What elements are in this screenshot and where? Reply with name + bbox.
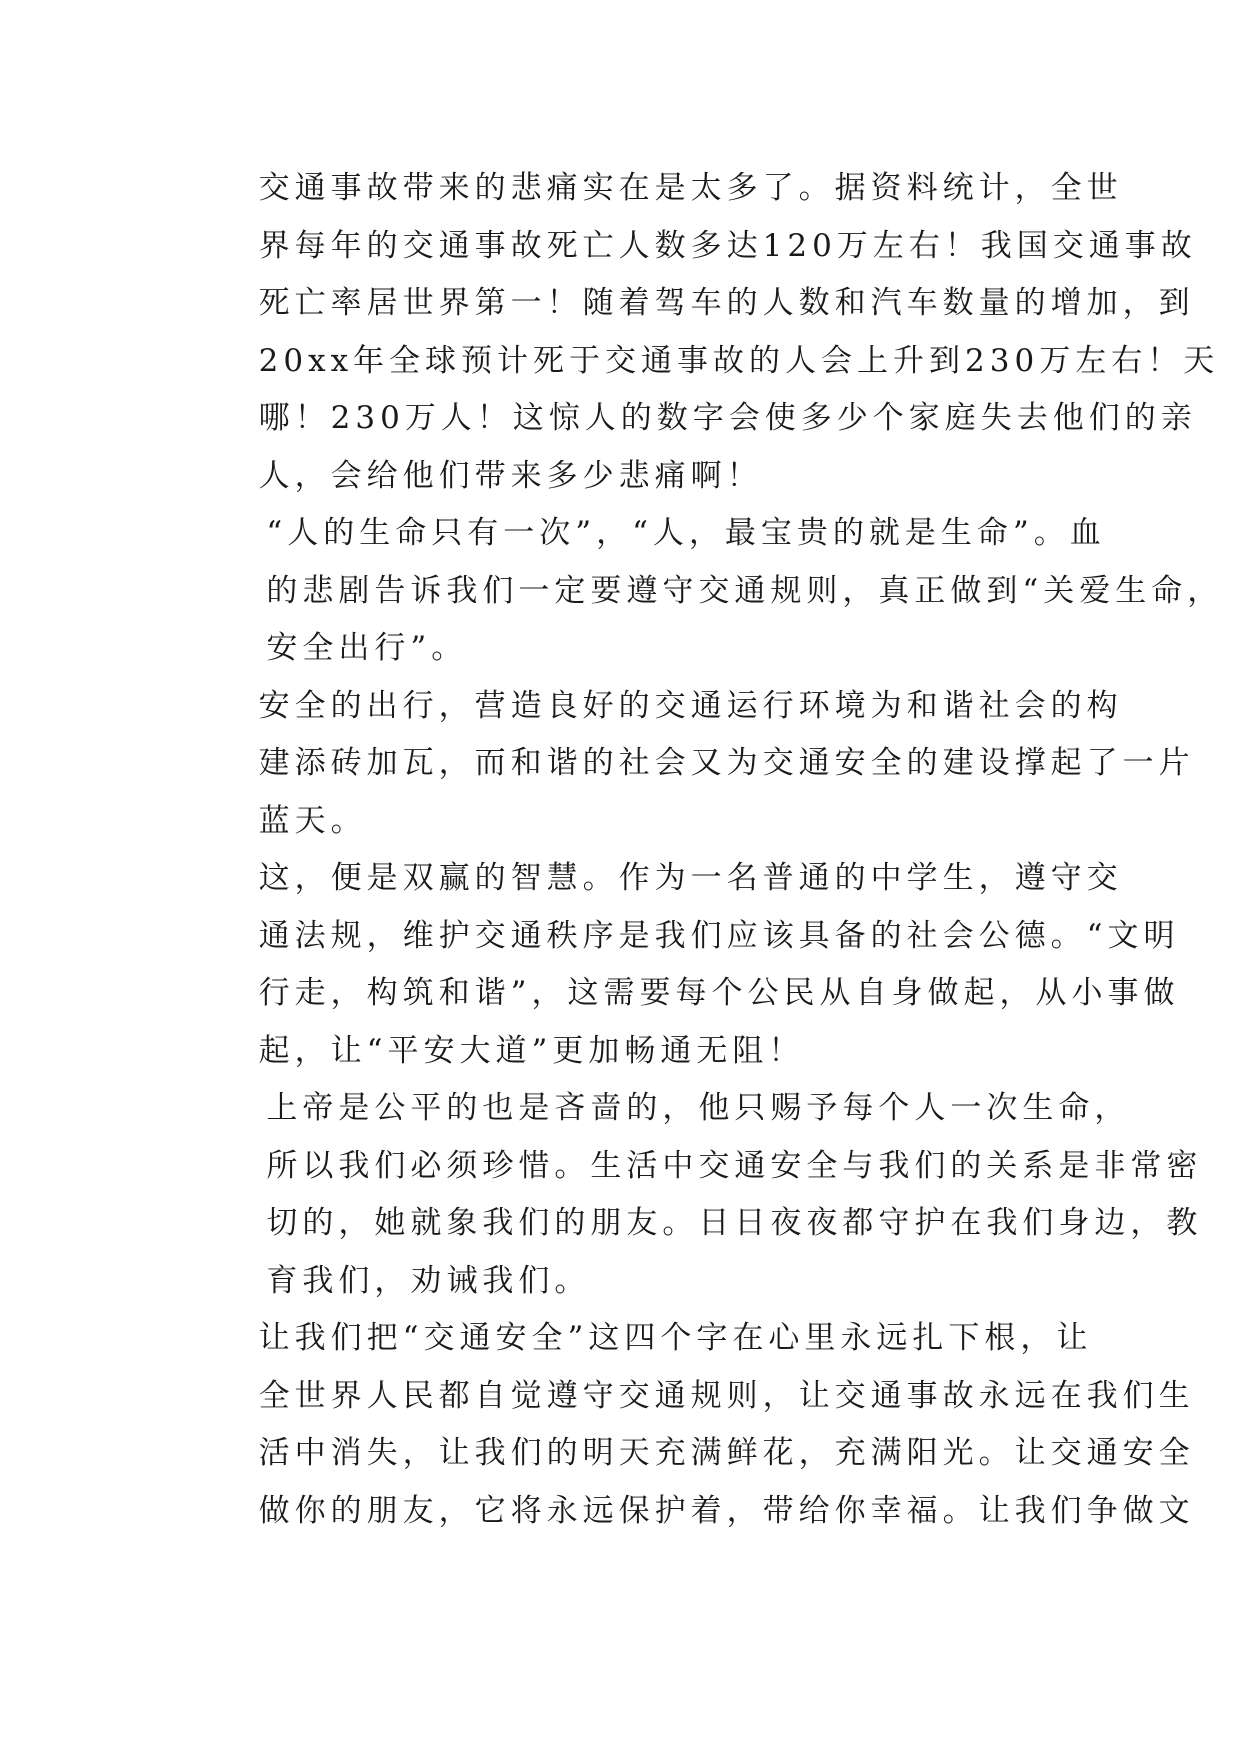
text-line: 活中消失，让我们的明天充满鲜花，充满阳光。让交通安全: [258, 1435, 1195, 1471]
text-line: 这，便是双赢的智慧。作为一名普通的中学生，遵守交: [258, 860, 1123, 896]
paragraph-traffic-statistics: [192, 160, 1220, 505]
text-line: 育我们，劝诫我们。: [266, 1262, 591, 1299]
paragraph-value-of-life: [192, 505, 1224, 678]
text-line: 建添砖加瓦，而和谐的社会又为交通安全的建设撑起了一片: [258, 745, 1195, 781]
text-line: 切的，她就象我们的朋友。日日夜夜都守护在我们身边，教: [266, 1205, 1203, 1241]
paragraph-win-win: [192, 850, 1180, 1080]
text-line: 的悲剧告诉我们一定要遵守交通规则，真正做到“关爱生命，: [266, 572, 1224, 609]
text-line: 哪！230万人！这惊人的数字会使多少个家庭失去他们的亲: [258, 400, 1197, 436]
text-line: 安全的出行，营造良好的交通运行环境为和谐社会的构: [258, 687, 1123, 724]
text-line: 蓝天。: [258, 802, 367, 839]
text-line: 安全出行”。: [266, 630, 468, 666]
text-line: 上帝是公平的也是吝啬的，他只赐予每个人一次生命，: [266, 1090, 1131, 1126]
text-line: 界每年的交通事故死亡人数多达120万左右！我国交通事故: [258, 227, 1197, 264]
text-line: “人的生命只有一次”，“人，最宝贵的就是生命”。血: [266, 515, 1106, 551]
text-line: 通法规，维护交通秩序是我们应该具备的社会公德。“文明: [258, 917, 1180, 954]
text-line: 所以我们必须珍惜。生活中交通安全与我们的关系是非常密: [266, 1147, 1203, 1184]
paragraph-call-to-action: [192, 1310, 1195, 1540]
text-line: 全世界人民都自觉遵守交通规则，让交通事故永远在我们生: [258, 1377, 1195, 1414]
text-line: 让我们把“交通安全”这四个字在心里永远扎下根，让: [258, 1320, 1093, 1356]
text-line: 交通事故带来的悲痛实在是太多了。据资料统计，全世: [258, 170, 1123, 206]
paragraph-safe-travel: [192, 678, 1195, 851]
text-line: 行走，构筑和谐”，这需要每个公民从自身做起，从小事做: [258, 975, 1180, 1011]
paragraph-cherish-life: [192, 1080, 1203, 1310]
text-line: 做你的朋友，它将永远保护着，带给你幸福。让我们争做文: [258, 1492, 1195, 1529]
text-line: 起，让“平安大道”更加畅通无阻！: [258, 1032, 805, 1069]
document-body: [192, 160, 1224, 1540]
text-line: 死亡率居世界第一！随着驾车的人数和汽车数量的增加，到: [258, 285, 1195, 321]
text-line: 20xx年全球预计死于交通事故的人会上升到230万左右！天: [258, 342, 1220, 379]
text-line: 人，会给他们带来多少悲痛啊！: [258, 457, 763, 494]
